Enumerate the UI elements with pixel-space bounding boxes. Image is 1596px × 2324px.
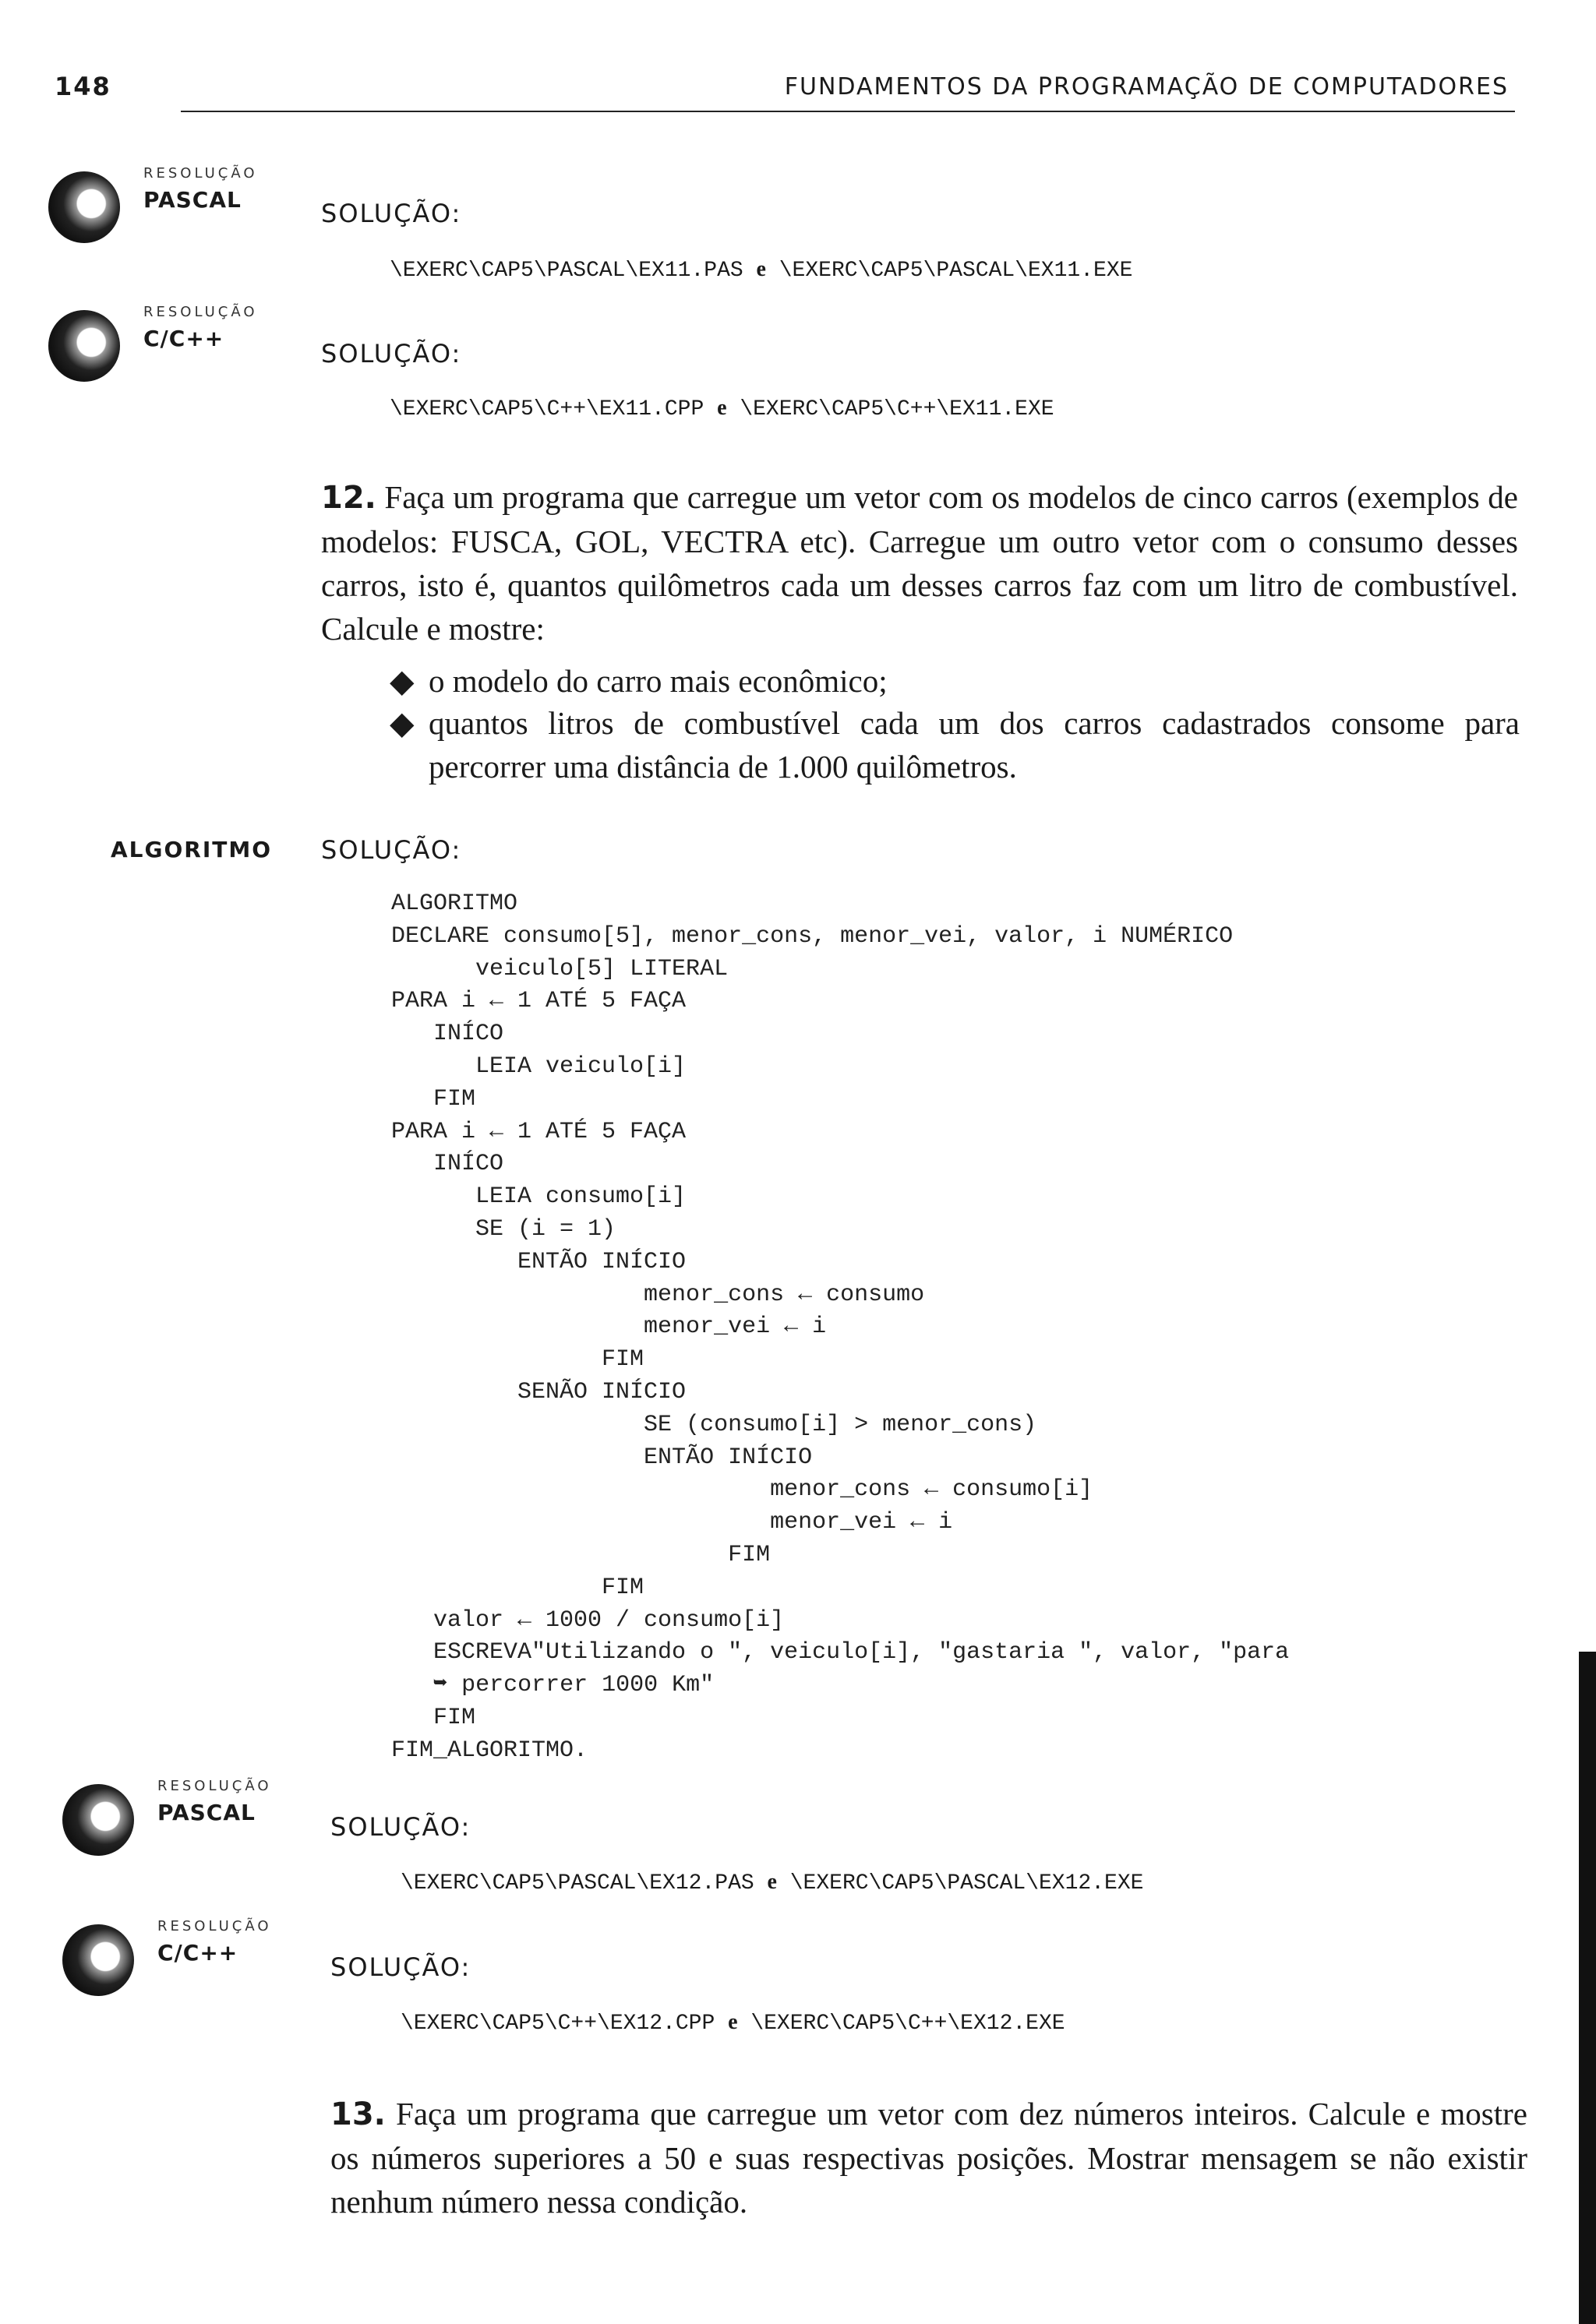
resolution-label: RESOLUÇÃO bbox=[157, 1778, 272, 1794]
exercise-12-statement bbox=[321, 475, 1518, 651]
bullet-icon: ◆ bbox=[390, 705, 415, 741]
exercise-number: 13. bbox=[330, 2097, 386, 2132]
solution-label: SOLUÇÃO: bbox=[321, 339, 462, 369]
algorithm-label: ALGORITMO bbox=[111, 837, 273, 862]
file-path: \EXERC\CAP5\C++\EX12.CPP bbox=[401, 2012, 715, 2036]
disc-icon bbox=[48, 310, 120, 382]
resolution-label: RESOLUÇÃO bbox=[143, 165, 258, 182]
file-path: \EXERC\CAP5\C++\EX12.EXE bbox=[750, 2012, 1065, 2036]
exercise-number: 12. bbox=[321, 480, 376, 516]
language-label: C/C++ bbox=[157, 1940, 238, 1966]
resolution-label: RESOLUÇÃO bbox=[157, 1918, 272, 1934]
exercise-text: Faça um programa que carregue um vetor com os modelos de cinco carros (exemplos de modelos: FUSCA, GOL, VECTRA etc). Carregue um outro vetor com o consumo desses carros, isto é, quantos quilômetros cada um desses carros faz com um litro de combustível. Calcule e mostre: bbox=[321, 479, 1519, 647]
file-path-line bbox=[390, 257, 1132, 283]
conjunction: e bbox=[717, 396, 727, 420]
solution-label: SOLUÇÃO: bbox=[321, 835, 462, 865]
file-path-line bbox=[401, 1870, 1143, 1896]
conjunction: e bbox=[756, 257, 766, 281]
resolution-pascal-badge bbox=[48, 165, 298, 251]
file-path: \EXERC\CAP5\C++\EX11.CPP bbox=[390, 397, 704, 421]
bullet-icon: ◆ bbox=[390, 663, 415, 699]
bullet-item: o modelo do carro mais econômico; bbox=[429, 663, 888, 699]
resolution-label: RESOLUÇÃO bbox=[143, 304, 258, 320]
language-label: C/C++ bbox=[143, 326, 224, 351]
conjunction: e bbox=[728, 2010, 738, 2034]
file-path-line bbox=[401, 2010, 1065, 2036]
bullet-item: quantos litros de combustível cada um dos carros cadastrados consome para percorrer uma distância de 1.000 quilômetros. bbox=[429, 705, 1520, 785]
solution-label: SOLUÇÃO: bbox=[330, 1952, 471, 1982]
page-number: 148 bbox=[55, 72, 111, 101]
running-header-title: FUNDAMENTOS DA PROGRAMAÇÃO DE COMPUTADORES bbox=[784, 73, 1509, 101]
resolution-cpp-badge bbox=[62, 1918, 312, 2004]
file-path: \EXERC\CAP5\PASCAL\EX11.PAS bbox=[390, 259, 743, 283]
exercise-text: Faça um programa que carregue um vetor com dez números inteiros. Calcule e mostre os números superiores a 50 e suas respectivas posições. Mostrar mensagem se não existir nenhum número nessa condição. bbox=[330, 2096, 1527, 2220]
scan-edge-shadow bbox=[1579, 1652, 1596, 2324]
solution-label: SOLUÇÃO: bbox=[321, 199, 462, 228]
file-path: \EXERC\CAP5\PASCAL\EX12.PAS bbox=[401, 1871, 754, 1896]
disc-icon bbox=[62, 1784, 134, 1856]
language-label: PASCAL bbox=[157, 1800, 256, 1825]
file-path: \EXERC\CAP5\PASCAL\EX11.EXE bbox=[779, 259, 1133, 283]
exercise-13-statement bbox=[330, 2092, 1527, 2223]
resolution-cpp-badge bbox=[48, 304, 298, 390]
file-path: \EXERC\CAP5\PASCAL\EX12.EXE bbox=[789, 1871, 1144, 1896]
algorithm-code: ALGORITMO DECLARE consumo[5], menor_cons, menor_vei, valor, i NUMÉRICO veiculo[5] LITERAL PARA i ← 1 ATÉ 5 FAÇA INÍCO LEIA veiculo[i] FIM PARA i ← 1 ATÉ 5 FAÇA INÍCO LEIA consumo[i] SE (i = 1) ENTÃO INÍCIO menor_cons ← consumo menor_vei ← i FIM SENÃO INÍCIO SE (consumo[i] > menor_cons) ENTÃO INÍCIO menor_cons ← consumo[i] menor_vei ← i FIM FIM valor ← 1000 / consumo[i] ESCREVA"Utilizando o ", veiculo[i], "gastaria ", valor, "para ➥ percorrer 1000 Km" FIM FIM_ALGORITMO. bbox=[391, 890, 1290, 1764]
file-path-line bbox=[390, 396, 1054, 421]
language-label: PASCAL bbox=[143, 187, 242, 213]
file-path: \EXERC\CAP5\C++\EX11.EXE bbox=[740, 397, 1054, 421]
header-rule bbox=[181, 111, 1515, 112]
solution-label: SOLUÇÃO: bbox=[330, 1812, 471, 1842]
disc-icon bbox=[62, 1924, 134, 1996]
disc-icon bbox=[48, 171, 120, 243]
conjunction: e bbox=[767, 1870, 777, 1894]
resolution-pascal-badge bbox=[62, 1778, 312, 1864]
